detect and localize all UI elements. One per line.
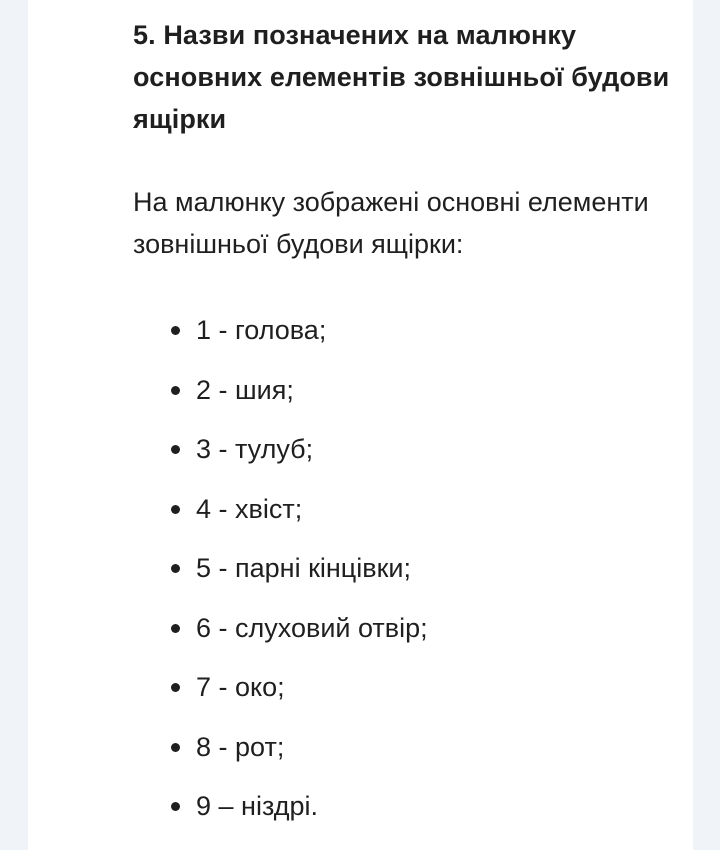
- intro-paragraph: На малюнку зображені основні елементи зовнішньої будови ящірки:: [133, 187, 649, 259]
- bullet-icon: [171, 326, 180, 335]
- list-item: [133, 547, 678, 589]
- bullet-icon: [171, 802, 180, 811]
- list-item: [133, 369, 678, 411]
- answer-content: [133, 14, 678, 845]
- list-item: [133, 309, 678, 351]
- list-item-text: 6 - слуховий отвір;: [196, 612, 428, 643]
- bullet-icon: [171, 445, 180, 454]
- lizard-parts-list: [133, 309, 678, 827]
- list-item-text: 7 - око;: [196, 672, 285, 702]
- list-item: [133, 666, 678, 708]
- list-item-text: 3 - тулуб;: [196, 434, 314, 464]
- bullet-icon: [171, 564, 180, 573]
- list-item-text: 1 - голова;: [196, 315, 327, 345]
- bullet-icon: [171, 743, 180, 752]
- bullet-icon: [171, 505, 180, 514]
- list-item-text: 8 - рот;: [196, 731, 285, 762]
- list-item-text: 4 - хвіст;: [196, 493, 303, 524]
- list-item-text: 5 - парні кінцівки;: [196, 553, 411, 583]
- list-item-text: 9 – ніздрі.: [196, 791, 319, 821]
- list-item: [133, 726, 678, 768]
- list-item-text: 2 - шия;: [196, 374, 294, 405]
- section-heading: 5. Назви позначених на малюнку основних елементів зовнішньої будови ящірки: [133, 20, 670, 134]
- list-item: [133, 785, 678, 827]
- list-item: [133, 488, 678, 530]
- bullet-icon: [171, 683, 180, 692]
- bullet-icon: [171, 624, 180, 633]
- answer-card: [28, 0, 693, 850]
- bullet-icon: [171, 386, 180, 395]
- list-item: [133, 607, 678, 649]
- list-item: [133, 428, 678, 470]
